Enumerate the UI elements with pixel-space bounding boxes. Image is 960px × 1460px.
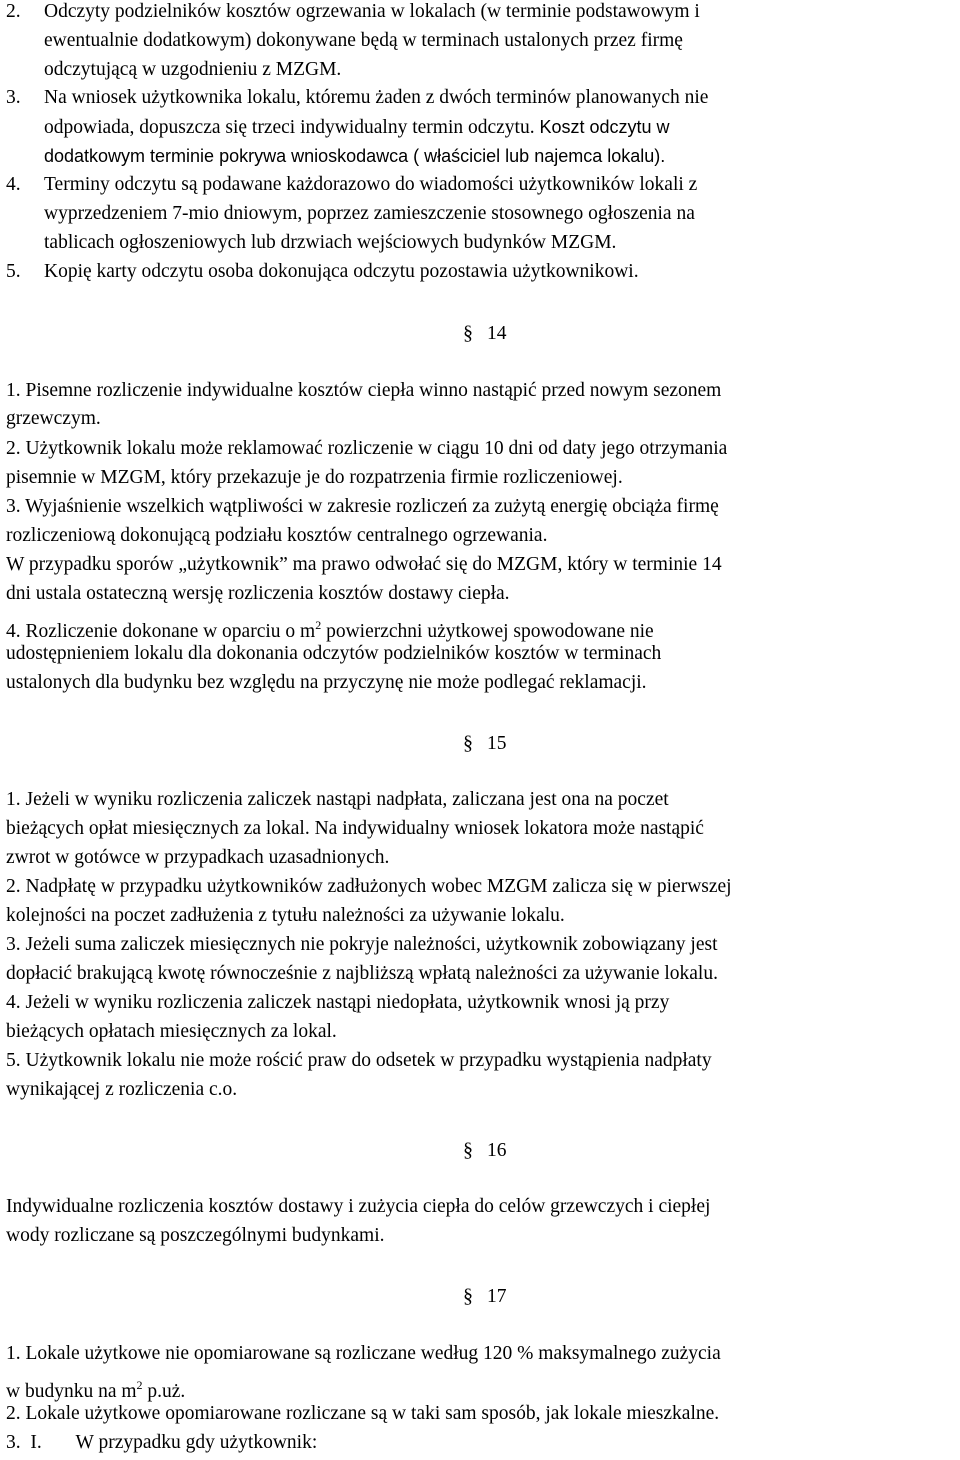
s13-item-2-line-2: ewentualnie dodatkowym) dokonywane będą w terminach ustalonych przez firmę <box>44 30 683 51</box>
s15-item-5-line-1: 5. Użytkownik lokalu nie może rościć praw do odsetek w przypadku wystąpienia nadpłaty <box>6 1050 712 1071</box>
s13-item-4-line-2: wyprzedzeniem 7-mio dniowym, poprzez zamieszczenie stosownego ogłoszenia na <box>44 203 695 224</box>
s14-para-line-2: dni ustala ostateczną wersję rozliczenia kosztów dostawy ciepła. <box>6 583 510 604</box>
section-heading-15 <box>463 730 507 757</box>
s15-item-4-line-1: 4. Jeżeli w wyniku rozliczenia zaliczek nastąpi niedopłata, użytkownik wnosi ją przy <box>6 992 670 1013</box>
section-symbol: § <box>463 732 473 754</box>
s15-item-3-line-2: dopłacić brakującą kwotę równocześnie z najbliższą wpłatą należności za używanie lokalu. <box>6 963 718 984</box>
s13-item-4-line-1 <box>6 173 697 197</box>
section-number: 14 <box>487 323 507 344</box>
s15-item-1-line-3: zwrot w gotówce w przypadkach uzasadnionych. <box>6 847 390 868</box>
s15-item-5-line-2: wynikającej z rozliczenia c.o. <box>6 1079 238 1100</box>
superscript: 2 <box>136 1378 143 1392</box>
section-symbol: § <box>463 1285 473 1307</box>
superscript: 2 <box>315 618 322 632</box>
s16-para-line-2: wody rozliczane są poszczególnymi budynkami. <box>6 1225 385 1246</box>
s13-item-2-line-3: odczytującą w uzgodnieniu z MZGM. <box>44 59 342 80</box>
section-number: 16 <box>487 1140 507 1161</box>
text: 4. Rozliczenie dokonane w oparciu o m <box>6 621 316 642</box>
s14-item-4-line-3: ustalonych dla budynku bez względu na przyczynę nie może podlegać reklamacji. <box>6 672 647 693</box>
section-heading-17 <box>463 1283 507 1310</box>
item-number: 4. <box>6 174 21 195</box>
item-number: 5. <box>6 261 21 282</box>
s13-item-5-line-1 <box>6 260 639 284</box>
text-sans: Koszt odczytu w <box>539 117 670 137</box>
s15-item-2-line-1: 2. Nadpłatę w przypadku użytkowników zadłużonych wobec MZGM zalicza się w pierwszej <box>6 876 732 897</box>
text: p.uż. <box>142 1381 186 1402</box>
text: w budynku na m <box>6 1381 137 1402</box>
text: powierzchni użytkowej spowodowane nie <box>321 621 654 642</box>
s14-item-1-line-2: grzewczym. <box>6 408 101 429</box>
s13-item-3-line-1 <box>6 86 708 110</box>
s17-item-1-line-1: 1. Lokale użytkowe nie opomiarowane są rozliczane według 120 % maksymalnego zużycia <box>6 1343 721 1364</box>
section-heading-16 <box>463 1137 507 1164</box>
s14-para-line-1: W przypadku sporów „użytkownik” ma prawo odwołać się do MZGM, który w terminie 14 <box>6 554 722 575</box>
s17-item-3-line-1: 3. I. W przypadku gdy użytkownik: <box>6 1432 318 1453</box>
s14-item-4-line-1 <box>6 613 654 644</box>
s16-para-line-1: Indywidualne rozliczenia kosztów dostawy i zużycia ciepła do celów grzewczych i ciepłej <box>6 1196 711 1217</box>
section-heading-14 <box>463 320 507 347</box>
text: Kopię karty odczytu osoba dokonująca odczytu pozostawia użytkownikowi. <box>44 261 639 282</box>
text: odpowiada, dopuszcza się trzeci indywidualny termin odczytu. <box>44 117 535 138</box>
s14-item-2-line-2: pisemnie w MZGM, który przekazuje je do rozpatrzenia firmie rozliczeniowej. <box>6 467 623 488</box>
s15-item-3-line-1: 3. Jeżeli suma zaliczek miesięcznych nie pokryje należności, użytkownik zobowiązany jest <box>6 934 718 955</box>
s14-item-3-line-1: 3. Wyjaśnienie wszelkich wątpliwości w zakresie rozliczeń za zużytą energię obciąża firmę <box>6 496 719 517</box>
s14-item-1-line-1: 1. Pisemne rozliczenie indywidualne kosztów ciepła winno nastąpić przed nowym sezonem <box>6 380 722 401</box>
text: Terminy odczytu są podawane każdorazowo do wiadomości użytkowników lokali z <box>44 174 698 195</box>
s13-item-3-line-2 <box>44 115 670 140</box>
item-number: 3. <box>6 87 21 108</box>
s14-item-4-line-2: udostępnieniem lokalu dla dokonania odczytów podzielników kosztów w terminach <box>6 643 662 664</box>
s13-item-3-line-3: dodatkowym terminie pokrywa wnioskodawca ( właściciel lub najemca lokalu). <box>44 146 666 166</box>
section-number: 17 <box>487 1286 507 1307</box>
s17-item-1-line-2 <box>6 1373 185 1404</box>
s13-item-2-line-1 <box>6 0 700 24</box>
section-symbol: § <box>463 1139 473 1161</box>
s15-item-1-line-1: 1. Jeżeli w wyniku rozliczenia zaliczek nastąpi nadpłata, zaliczana jest ona na poczet <box>6 789 669 810</box>
s15-item-4-line-2: bieżących opłatach miesięcznych za lokal. <box>6 1021 337 1042</box>
s15-item-2-line-2: kolejności na poczet zadłużenia z tytułu należności za używanie lokalu. <box>6 905 565 926</box>
s14-item-2-line-1: 2. Użytkownik lokalu może reklamować rozliczenie w ciągu 10 dni od daty jego otrzymania <box>6 438 728 459</box>
s17-item-2-line-1: 2. Lokale użytkowe opomiarowane rozliczane są w taki sam sposób, jak lokale mieszkalne. <box>6 1403 720 1424</box>
text: Na wniosek użytkownika lokalu, któremu żaden z dwóch terminów planowanych nie <box>44 87 709 108</box>
section-number: 15 <box>487 733 507 754</box>
text: Odczyty podzielników kosztów ogrzewania w lokalach (w terminie podstawowym i <box>44 1 700 22</box>
s14-item-3-line-2: rozliczeniową dokonującą podziału kosztów centralnego ogrzewania. <box>6 525 548 546</box>
section-symbol: § <box>463 322 473 344</box>
s13-item-4-line-3: tablicach ogłoszeniowych lub drzwiach wejściowych budynków MZGM. <box>44 232 617 253</box>
s15-item-1-line-2: bieżących opłat miesięcznych za lokal. Na indywidualny wniosek lokatora może nastąpić <box>6 818 704 839</box>
item-number: 2. <box>6 1 21 22</box>
